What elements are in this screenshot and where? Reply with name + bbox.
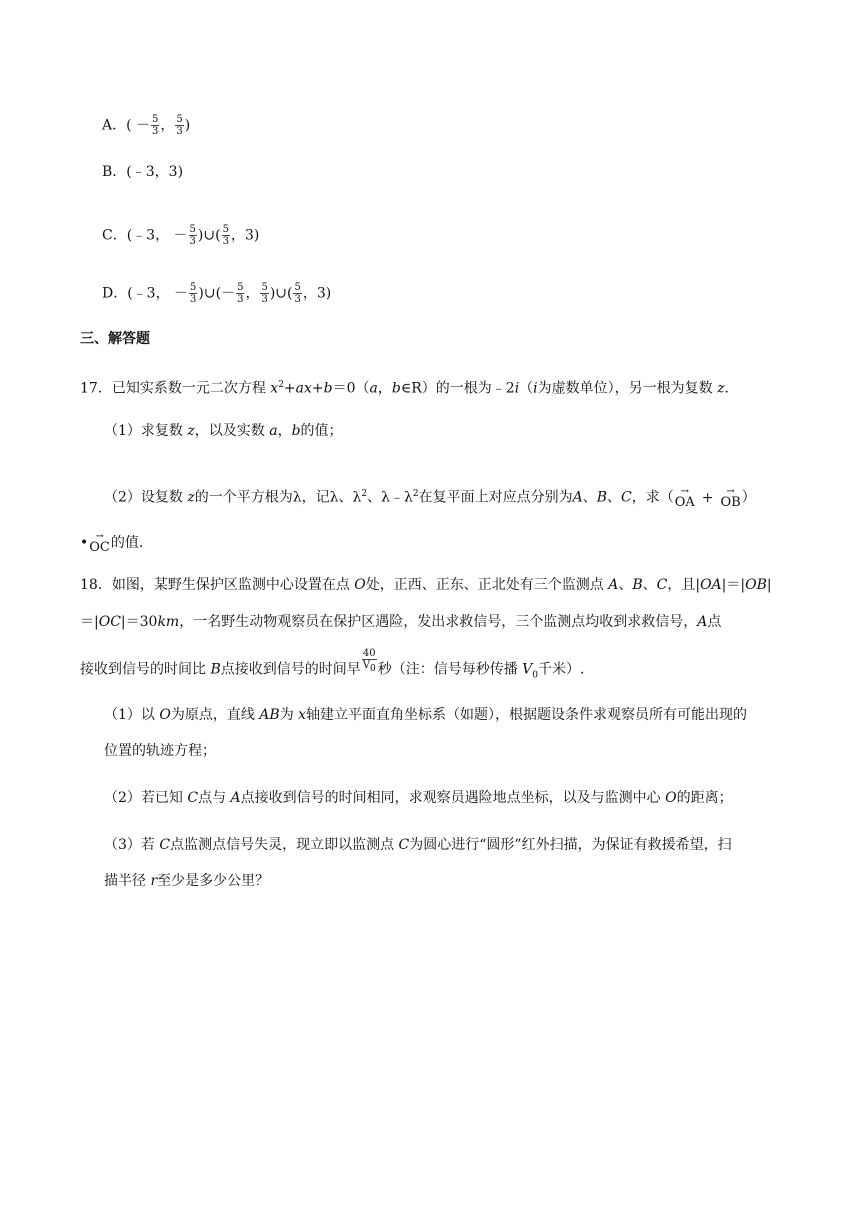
line-ab: AB — [259, 707, 280, 723]
option-b-text: B．(﹣3，3) — [102, 164, 184, 180]
fraction — [151, 114, 159, 137]
q18-part3-text: 为圆心进行“圆形”红外扫描，为保证有救援希望，扫 — [409, 837, 732, 853]
var-b: b — [391, 380, 401, 397]
q18-part2 — [104, 788, 733, 808]
var-b: b — [323, 380, 333, 397]
q18-part3-text: 点监测点信号失灵，现立即以监测点 — [170, 837, 399, 853]
q17-text: + — [311, 380, 324, 397]
q18-part1-line1 — [104, 705, 747, 725]
q18-text: | — [766, 577, 772, 593]
q17-stem — [80, 375, 729, 399]
separator: ， — [160, 117, 175, 134]
section-title: 三、解答题 — [80, 331, 150, 347]
fraction-numerator: 5 — [176, 114, 183, 125]
fraction-denominator — [362, 660, 377, 675]
q18-part1-text: 为原点，直线 — [170, 707, 260, 723]
var-a: a — [269, 423, 278, 439]
question-number: 17． — [80, 380, 112, 397]
q18-text: 、 — [618, 577, 633, 593]
point-a: A — [697, 614, 708, 630]
fraction — [293, 282, 301, 305]
fraction — [236, 282, 244, 305]
vector-label: OA — [674, 494, 695, 510]
q18-text: 、 — [642, 577, 657, 593]
close-paren: ） — [741, 489, 756, 506]
var-i: i — [533, 380, 538, 397]
q18-part2-text: （2）若已知 — [104, 790, 188, 806]
dot-operator: • — [80, 535, 89, 551]
fraction-numerator: 5 — [261, 282, 268, 293]
subscript: 0 — [532, 670, 539, 681]
fraction-numerator: 5 — [190, 282, 197, 293]
plus-sign: + — [701, 489, 714, 506]
q17-text: ∈R）的一根为﹣2 — [400, 380, 515, 397]
q18-part3-line1 — [104, 835, 732, 855]
q18-part2-text: 点与 — [198, 790, 231, 806]
var-x: x — [304, 380, 312, 397]
q17-text: ＝0（ — [332, 380, 370, 397]
var-x: x — [270, 380, 279, 397]
exponent: 2 — [278, 380, 284, 390]
point-b: B — [210, 661, 221, 678]
q17-part2-text: 的一个平方根为λ，记λ、λ — [194, 489, 362, 506]
q18-text: 如图，某野生保护区监测中心设置在点 — [111, 577, 355, 593]
option-b — [102, 162, 183, 182]
q17-text: 为虚数单位），另一根为复数 — [537, 380, 718, 397]
separator: ， — [245, 285, 260, 302]
minus-sign: － — [174, 285, 189, 302]
q18-text: 秒（注：信号每秒传播 — [377, 661, 523, 678]
point-b: B — [632, 577, 643, 593]
q17-part1-text: （1）求复数 — [104, 423, 188, 439]
point-b: B — [596, 489, 608, 506]
q18-stem-line3 — [80, 648, 585, 685]
point-c: C — [621, 489, 632, 506]
var-r: r — [150, 873, 158, 889]
q18-text: ，一名野生动物观察员在保护区遇险，发出求救信号，三个监测点均收到求救信号， — [179, 614, 698, 630]
point-o: O — [354, 577, 366, 593]
fraction — [362, 648, 377, 675]
exponent: 2 — [412, 489, 419, 499]
unit-km: km — [157, 614, 180, 630]
point-o: O — [159, 707, 171, 723]
option-c-prefix: C．(﹣3， — [102, 227, 170, 244]
q18-text: 点 — [707, 614, 722, 630]
q17-part2 — [104, 484, 756, 508]
fraction-denominator: 3 — [189, 236, 196, 247]
var-z: z — [187, 489, 195, 506]
q18-part1-text: 轴建立平面直角坐标系（如题），根据题设条件求观察员所有可能出现的 — [306, 707, 748, 723]
q17-text: + — [283, 380, 296, 397]
fraction-denominator: 3 — [176, 126, 183, 137]
fraction — [189, 224, 197, 247]
var-i: i — [514, 380, 520, 397]
q17-part2-text: 、 — [582, 489, 597, 506]
q18-stem-line2 — [80, 612, 721, 632]
var-z: z — [187, 423, 195, 439]
q18-text: 点接收到信号的时间早 — [220, 661, 361, 678]
union-text: )∪( — [197, 227, 221, 244]
q18-part2-text: 的距离； — [676, 790, 733, 806]
q18-part1-text: 为 — [279, 707, 299, 723]
fraction-denominator: 3 — [222, 236, 229, 247]
fraction-numerator: 5 — [222, 224, 229, 235]
fraction-denominator: 3 — [294, 294, 301, 305]
q18-part3-text: （3）若 — [104, 837, 160, 853]
var-a: a — [369, 380, 378, 397]
segment-ob: OB — [745, 577, 767, 593]
q17-part1-text: 的值； — [300, 423, 343, 439]
q18-part2-text: 点接收到信号的时间相同，求观察员遇险地点坐标，以及与监测中心 — [240, 790, 666, 806]
point-c: C — [159, 837, 171, 853]
option-d-prefix: D．(﹣3， — [102, 285, 170, 302]
fraction — [260, 282, 268, 305]
minus-sign: － — [221, 285, 236, 302]
fraction-numerator: 40 — [362, 648, 376, 659]
fraction — [189, 282, 197, 305]
q17-part2-text: 、λ﹣λ — [367, 489, 413, 506]
q18-text: 千米）. — [538, 661, 585, 678]
option-a-prefix: A．( — [102, 117, 132, 134]
close-paren: ) — [184, 117, 191, 134]
subscript: 0 — [369, 664, 376, 674]
point-c: C — [656, 577, 668, 593]
q18-part3-text: 至少是多少公里？ — [157, 873, 270, 889]
q18-part1-line2: 位置的轨迹方程； — [104, 743, 216, 759]
q17-part2-text: （2）设复数 — [104, 489, 188, 506]
point-c: C — [187, 790, 199, 806]
q17-part2-text: 、 — [607, 489, 622, 506]
point-c: C — [398, 837, 410, 853]
vector-arrow-icon: → — [726, 485, 735, 497]
q17-part2-text: 在复平面上对应点分别为 — [418, 489, 573, 506]
point-a: A — [230, 790, 241, 806]
q17-text: . — [724, 380, 729, 397]
vector-oc — [89, 532, 110, 553]
fraction-numerator: 5 — [237, 282, 244, 293]
segment-oa: OA — [700, 577, 722, 593]
q17-part2-text: 的值. — [110, 535, 144, 551]
var-v: V — [362, 660, 370, 671]
minus-sign: － — [136, 117, 151, 134]
q17-part1-text: ，以及实数 — [194, 423, 270, 439]
q18-stem-line1 — [80, 575, 772, 595]
union-text: )∪( — [269, 285, 293, 302]
point-a: A — [572, 489, 583, 506]
vector-arrow-icon: → — [680, 485, 689, 497]
q18-text: ，且| — [667, 577, 701, 593]
q17-part1-text: ， — [277, 423, 292, 439]
fraction-numerator: 5 — [189, 224, 196, 235]
fraction-denominator: 3 — [190, 294, 197, 305]
exponent: 2 — [361, 489, 368, 499]
q17-part2-cont — [80, 532, 143, 553]
q18-text: 处，正西、正东、正北处有三个监测点 — [365, 577, 609, 593]
union-text: )∪( — [198, 285, 222, 302]
point-o: O — [665, 790, 677, 806]
fraction-denominator: 3 — [237, 294, 244, 305]
q17-text: ， — [377, 380, 392, 397]
var-a: a — [295, 380, 305, 397]
question-number: 18． — [80, 577, 112, 593]
q18-part3-text: 描半径 — [104, 873, 151, 889]
vector-ob — [721, 487, 741, 508]
fraction-numerator: 5 — [294, 282, 301, 293]
var-b: b — [291, 423, 301, 439]
q18-text: |＝30 — [120, 614, 158, 630]
var-z: z — [717, 380, 725, 397]
option-c — [102, 224, 259, 247]
vector-label: OB — [720, 494, 741, 510]
minus-sign: － — [173, 227, 188, 244]
option-d-end: ，3) — [302, 285, 332, 302]
q18-text: |＝| — [721, 577, 746, 593]
option-c-end: ，3) — [230, 227, 260, 244]
q18-text: 接收到信号的时间比 — [80, 661, 211, 678]
fraction-denominator: 3 — [152, 126, 159, 137]
vector-arrow-icon: → — [95, 531, 104, 542]
q18-part3-line2 — [104, 871, 269, 891]
fraction — [175, 114, 183, 137]
q18-part1-text: （1）以 — [104, 707, 160, 723]
q17-part2-text: ，求（ — [631, 489, 674, 506]
option-a — [102, 114, 190, 137]
vector-oa — [675, 487, 695, 508]
fraction-denominator: 3 — [261, 294, 268, 305]
fraction-numerator: 5 — [152, 114, 159, 125]
var-x: x — [298, 707, 307, 723]
q17-text: （ — [519, 380, 534, 397]
q17-part1 — [104, 421, 343, 441]
var-v: V — [522, 661, 533, 678]
q17-text: 已知实系数一元二次方程 — [111, 380, 271, 397]
vector-label: OC — [89, 540, 110, 555]
segment-oc: OC — [98, 614, 121, 630]
option-d — [102, 282, 331, 305]
point-a: A — [608, 577, 619, 593]
fraction — [222, 224, 230, 247]
q18-text: ＝| — [80, 614, 99, 630]
